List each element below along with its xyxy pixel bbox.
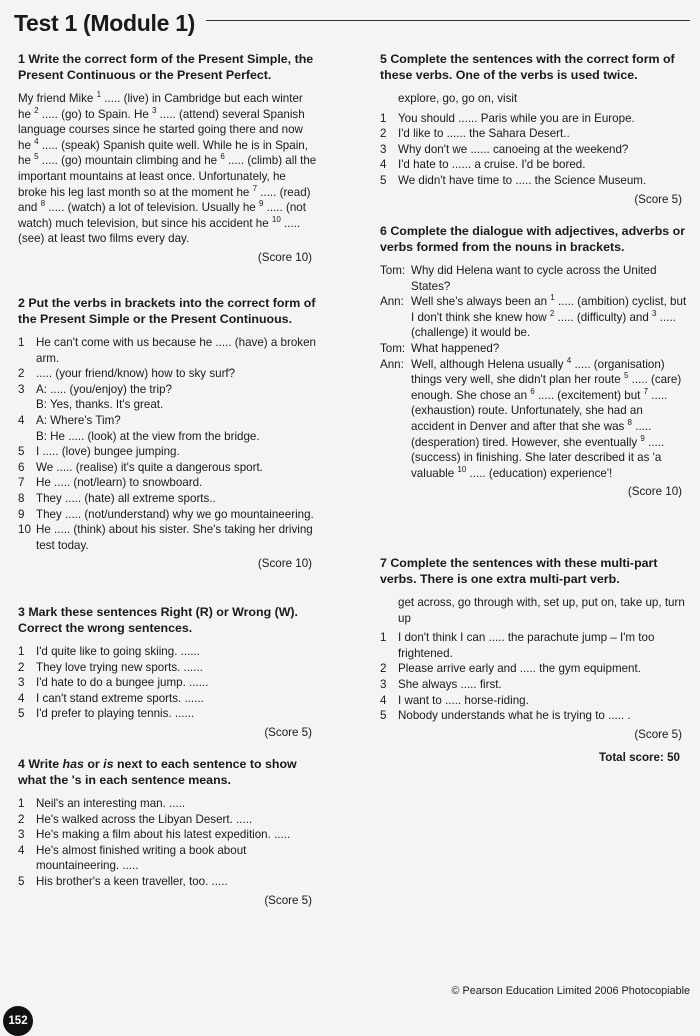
item-text: ..... (your friend/know) how to sky surf? [36,367,236,381]
section-6-heading: 6 Complete the dialogue with adjectives, adverbs or verbs formed from the nouns in brackets. [380,224,686,254]
dialogue-text [411,342,499,355]
item-number: 6 [18,460,25,474]
item-text: A: Where's Tim? B: He ..... (look) at the view from the bridge. [36,413,260,443]
item-number: 4 [18,843,25,857]
section-6 [380,224,688,500]
item-number: 4 [380,158,387,172]
text-run: ..... (see) at least two films every day. [18,216,301,246]
list-item [18,644,318,660]
gap-number: 8 [40,199,46,209]
list-item [380,111,688,127]
section-4-heading-part: 4 Write [18,757,63,771]
section-2 [18,296,318,572]
section-5 [380,52,688,207]
gap-number: 5 [34,152,39,162]
item-number: 2 [380,127,387,141]
gap-number: 6 [220,152,225,162]
item-text: I'd hate to ...... a cruise. I'd be bored. [398,158,586,172]
section-4-heading-part: or [83,757,104,771]
item-text: He's walked across the Libyan Desert. ..... [36,812,253,826]
list-item [380,173,688,189]
item-number: 1 [18,797,25,810]
item-text: Please arrive early and ..... the gym equipment. [398,662,641,676]
item-text: You should ...... Paris while you are in Europe. [398,111,635,125]
item-number: 2 [18,367,25,381]
gap-number: 4 [566,355,572,365]
item-text: He's making a film about his latest expedition. ..... [36,828,291,842]
section-1-text [18,91,318,247]
text-run: ..... (success) in finishing. She later described it as 'a valuable [411,435,665,480]
gap-number: 3 [152,105,157,115]
section-3-items [18,644,318,722]
dialogue-text [411,355,682,480]
item-text: He can't come with us because he ..... (have) a broken arm. [36,336,316,365]
item-number: 3 [18,382,25,396]
dialogue-line [380,263,688,294]
text-run: ..... (care) enough. She chose an [411,373,682,402]
gap-number: 9 [640,433,645,443]
section-7-items [380,630,688,724]
item-number: 3 [18,676,25,690]
text-run: ..... (exhaustion) route. Unfortunately, she had an accident in Denver and after that she was [411,388,668,433]
text-run: ..... (difficulty) and [554,310,653,324]
section-4-items [18,796,318,890]
list-item [18,706,318,722]
gap-number: 3 [652,308,657,318]
section-2-items [18,335,318,553]
item-text: They ..... (not/understand) why we go mountaineering. [36,507,314,521]
list-item [18,812,318,828]
item-number: 4 [380,693,387,707]
gap-number: 1 [96,90,102,100]
list-item [380,693,688,709]
item-number: 5 [380,709,387,723]
item-text: A: ..... (you/enjoy) the trip? B: Yes, thanks. It's great. [36,382,172,412]
item-text: Neil's an interesting man. ..... [36,797,186,810]
text-run: ..... (ambition) cyclist, but I don't think she knew how [411,295,687,324]
item-text: We ..... (realise) it's quite a dangerous sport. [36,460,263,474]
text-run: ..... (speak) Spanish quite well. While he is in Spain, he [18,138,308,168]
item-number: 1 [18,645,25,658]
text-run: ..... (education) experience'! [466,466,613,480]
list-item [18,444,318,460]
list-item [18,366,318,382]
text-run: ..... (climb) all the important mountains at least once. Unfortunately, he broke his leg last month so at the moment he [18,154,317,199]
item-number: 4 [18,413,25,427]
item-number: 5 [18,707,25,721]
list-item [18,522,318,553]
list-item [18,491,318,507]
section-1-heading: 1 Write the correct form of the Present Simple, the Present Continuous or the Present Perfect. [18,52,314,82]
item-number: 1 [18,336,25,349]
item-number: 5 [380,173,387,187]
text-run: Well, although Helena usually [411,357,567,371]
item-number: 3 [18,828,25,842]
item-text: They love trying new sports. ...... [36,660,203,674]
section-4-heading-part: next to each sentence to show what the 's in each sentence means. [18,757,297,787]
gap-number: 5 [623,371,629,381]
section-1 [18,52,318,266]
item-text: She always ..... first. [398,677,502,691]
page-title: Test 1 (Module 1) [14,10,196,36]
text-run: My friend Mike [18,92,97,105]
list-item [380,630,688,661]
text-run: ..... (desperation) tired. However, she eventually [411,419,652,449]
dialogue-speaker: Ann: [380,357,404,371]
gap-number: 10 [457,464,467,474]
section-5-score: (Score 5) [634,192,682,206]
text-run: ..... (not watch) much television, but since his accident he [18,201,306,230]
title-rule [206,20,690,21]
section-4-heading-is: is [103,757,114,771]
section-4-heading [18,757,318,788]
item-number: 8 [18,491,25,505]
section-7-heading: 7 Complete the sentences with these multi-part verbs. There is one extra multi-part verb. [380,556,658,586]
item-number: 2 [18,812,25,826]
section-5-items [380,111,688,189]
section-7-word-box: get across, go through with, set up, put on, take up, turn up [398,596,685,625]
list-item [380,708,688,724]
item-text: I'd hate to do a bungee jump. ...... [36,676,209,690]
dialogue-speaker: Ann: [380,295,404,309]
list-item [380,677,688,693]
item-text: They ..... (hate) all extreme sports.. [36,491,216,505]
gap-number: 7 [643,386,649,396]
list-item [380,157,688,173]
item-text: I'd prefer to playing tennis. ...... [36,707,195,721]
list-item [380,142,688,158]
section-2-heading: 2 Put the verbs in brackets into the correct form of the Present Simple or the Present Continuous. [18,296,316,326]
section-4-heading-has: has [62,757,84,771]
text-run: ..... (attend) several Spanish language courses since he started going there and now he [18,107,305,152]
item-number: 2 [380,662,387,676]
list-item [18,382,318,413]
text-run: What happened? [411,341,500,355]
dialogue-line [380,357,688,482]
item-text: I don't think I can ..... the parachute jump – I'm too frightened. [398,631,655,660]
list-item [18,460,318,476]
gap-number: 7 [252,183,258,193]
section-4 [18,757,318,908]
item-text: Nobody understands what he is trying to ..... . [398,709,631,723]
item-text: He ..... (think) about his sister. She's taking her driving test today. [36,523,313,552]
dialogue-speaker: Tom: [380,341,406,355]
list-item [18,475,318,491]
item-number: 9 [18,507,25,521]
section-6-score: (Score 10) [627,485,682,499]
list-item [18,843,318,874]
item-number: 1 [380,631,387,645]
dialogue-text [411,295,686,339]
text-run: ..... (read) and [18,185,311,215]
item-text: I want to ..... horse-riding. [398,693,529,707]
text-run: ..... (excitement) but [534,388,644,402]
item-number: 2 [18,660,25,674]
item-number: 5 [18,445,25,459]
item-text: I'd quite like to going skiing. ...... [36,645,200,658]
section-6-dialogue [380,263,688,481]
section-3-heading: 3 Mark these sentences Right (R) or Wrong (W). Correct the wrong sentences. [18,605,298,635]
item-number: 4 [18,691,25,705]
list-item [18,507,318,523]
item-number: 10 [18,523,31,537]
section-2-score: (Score 10) [257,557,312,571]
section-5-heading: 5 Complete the sentences with the correct form of these verbs. One of the verbs is used twice. [380,52,675,82]
text-run: ..... (organisation) things very well, she didn't plan her route [411,357,665,387]
section-3-score: (Score 5) [264,725,312,739]
list-item [18,660,318,676]
section-4-score: (Score 5) [264,893,312,907]
gap-number: 4 [34,136,39,146]
text-run: ..... (watch) a lot of television. Usually he [45,201,259,215]
list-item [18,796,318,812]
dialogue-speaker: Tom: [380,264,406,277]
gap-number: 2 [34,105,39,115]
list-item [18,675,318,691]
list-item [18,827,318,843]
item-number: 7 [18,476,25,490]
text-run: ..... (go) to Spain. He [38,107,152,121]
list-item [18,413,318,444]
gap-number: 1 [550,293,555,303]
copyright-notice: © Pearson Education Limited 2006 Photocopiable [451,985,690,997]
list-item [380,661,688,677]
list-item [18,691,318,707]
item-text: We didn't have time to ..... the Science Museum. [398,173,647,187]
item-number: 3 [380,677,387,691]
gap-number: 6 [530,386,535,396]
gap-number: 9 [258,199,264,209]
list-item [380,126,688,142]
item-text: I'd like to ...... the Sahara Desert.. [398,127,570,141]
item-text: His brother's a keen traveller, too. ..... [36,874,228,888]
section-7-score: (Score 5) [634,727,682,741]
list-item [18,874,318,890]
text-run: ..... (live) in Cambridge but each winter he [18,92,303,121]
text-run: Why did Helena want to cycle across the United States? [411,264,657,293]
item-text: Why don't we ...... canoeing at the weekend? [398,142,629,156]
item-number: 1 [380,111,387,125]
dialogue-line [380,341,688,357]
total-score: Total score: 50 [599,751,680,765]
item-number: 3 [380,142,387,156]
list-item [18,335,318,366]
section-3 [18,605,318,741]
section-1-score: (Score 10) [257,250,312,264]
section-5-word-box: explore, go, go on, visit [398,92,518,105]
text-run: ..... (challenge) it would be. [411,310,676,340]
dialogue-text [411,264,657,293]
gap-number: 2 [549,308,555,318]
item-text: He ..... (not/learn) to snowboard. [36,476,203,490]
item-text: I ..... (love) bungee jumping. [36,445,180,459]
text-run: ..... (go) mountain climbing and he [38,154,221,168]
section-7 [380,556,688,766]
text-run: Well she's always been an [411,295,551,309]
item-text: He's almost finished writing a book about mountaineering. ..... [36,843,247,873]
item-number: 5 [18,874,25,888]
dialogue-line [380,294,688,341]
gap-number: 10 [271,214,281,224]
page-number-badge: 152 [3,1006,33,1036]
item-text: I can't stand extreme sports. ...... [36,691,204,705]
gap-number: 8 [627,418,632,428]
